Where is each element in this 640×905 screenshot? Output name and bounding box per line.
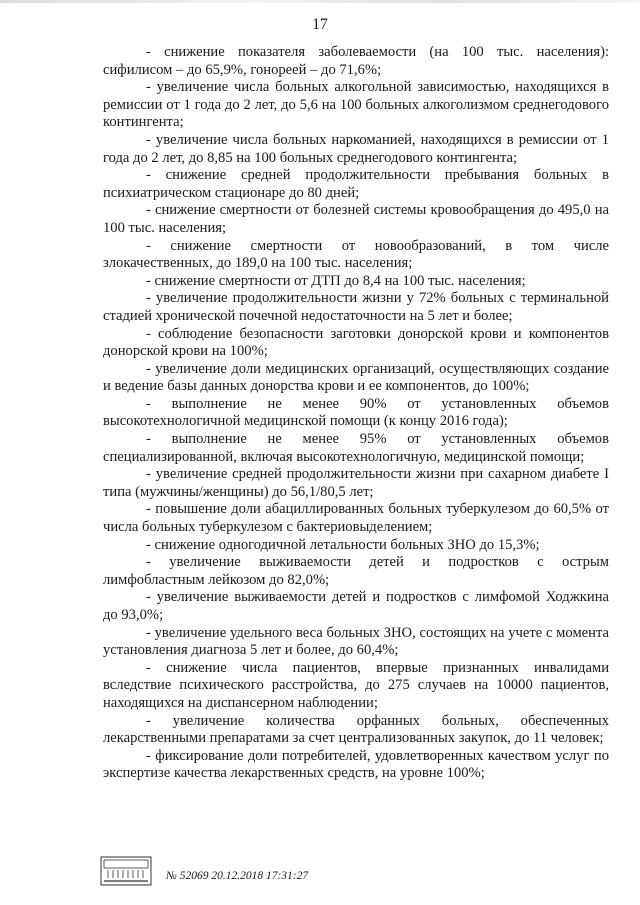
list-item: - увеличение выживаемости детей и подростков с лимфомой Ходжкина до 93,0%; xyxy=(103,589,609,623)
page-number: 17 xyxy=(312,16,328,33)
document-registration-stamp: № 52069 20.12.2018 17:31:27 xyxy=(166,870,309,882)
list-item: - снижение средней продолжительности пребывания больных в психиатрическом стационаре до 80 дней; xyxy=(103,167,609,201)
list-item: - увеличение выживаемости детей и подростков с острым лимфобластным лейкозом до 82,0%; xyxy=(103,554,609,588)
registry-stamp-icon xyxy=(100,856,152,886)
list-item: - снижение показателя заболеваемости (на 100 тыс. населения): сифилисом – до 65,9%, гонореей – до 71,6%; xyxy=(103,44,609,78)
list-item: - выполнение не менее 95% от установленных объемов специализированной, включая высокотехнологичную, медицинской помощи; xyxy=(103,431,609,465)
list-item: - снижение смертности от болезней системы кровообращения до 495,0 на 100 тыс. населения; xyxy=(103,202,609,236)
list-item: - увеличение числа больных алкогольной зависимостью, находящихся в ремиссии от 1 года до 2 лет, до 5,6 на 100 больных алкоголизмом среднегодового контингента; xyxy=(103,79,609,131)
list-item: - снижение одногодичной летальности больных ЗНО до 15,3%; xyxy=(146,536,540,553)
list-item: - снижение числа пациентов, впервые признанных инвалидами вследствие психического расстройства, до 275 случаев на 10000 пациентов, находящихся на диспансерном наблюдении; xyxy=(103,659,609,711)
list-item: - увеличение средней продолжительности жизни при сахарном диабете I типа (мужчины/женщины) до 56,1/80,5 лет; xyxy=(103,466,609,500)
footer xyxy=(100,852,400,892)
list-item: - снижение смертности от ДТП до 8,4 на 100 тыс. населения; xyxy=(146,272,526,289)
list-item: - соблюдение безопасности заготовки донорской крови и компонентов донорской крови на 100%; xyxy=(103,325,609,360)
document-body xyxy=(103,44,609,783)
list-item: - увеличение числа больных наркоманией, находящихся в ремиссии от 1 года до 2 лет, до 8,85 на 100 больных среднегодового контингента; xyxy=(103,131,609,166)
list-item: - увеличение количества орфанных больных, обеспеченных лекарственными препаратами за счет централизованных закупок, до 11 человек; xyxy=(103,712,609,747)
list-item: - снижение смертности от новообразований, в том числе злокачественных, до 189,0 на 100 тыс. населения; xyxy=(103,237,609,272)
list-item: - выполнение не менее 90% от установленных объемов высокотехнологичной медицинской помощи (к концу 2016 года); xyxy=(103,395,609,430)
list-item: - увеличение удельного веса больных ЗНО, состоящих на учете с момента установления диагноза 5 лет и более, до 60,4%; xyxy=(103,624,609,659)
list-item: - увеличение доли медицинских организаций, осуществляющих создание и ведение базы данных донорства крови и ее компонентов, до 100%; xyxy=(103,360,609,395)
list-item: - фиксирование доли потребителей, удовлетворенных качеством услуг по экспертизе качества лекарственных средств, на уровне 100%; xyxy=(103,747,609,782)
list-item: - увеличение продолжительности жизни у 72% больных с терминальной стадией хронической почечной недостаточности на 5 лет и более; xyxy=(103,290,609,324)
list-item: - повышение доли абациллированных больных туберкулезом до 60,5% от числа больных туберкулезом с бактериовыделением; xyxy=(103,501,609,536)
scan-edge xyxy=(0,0,640,3)
